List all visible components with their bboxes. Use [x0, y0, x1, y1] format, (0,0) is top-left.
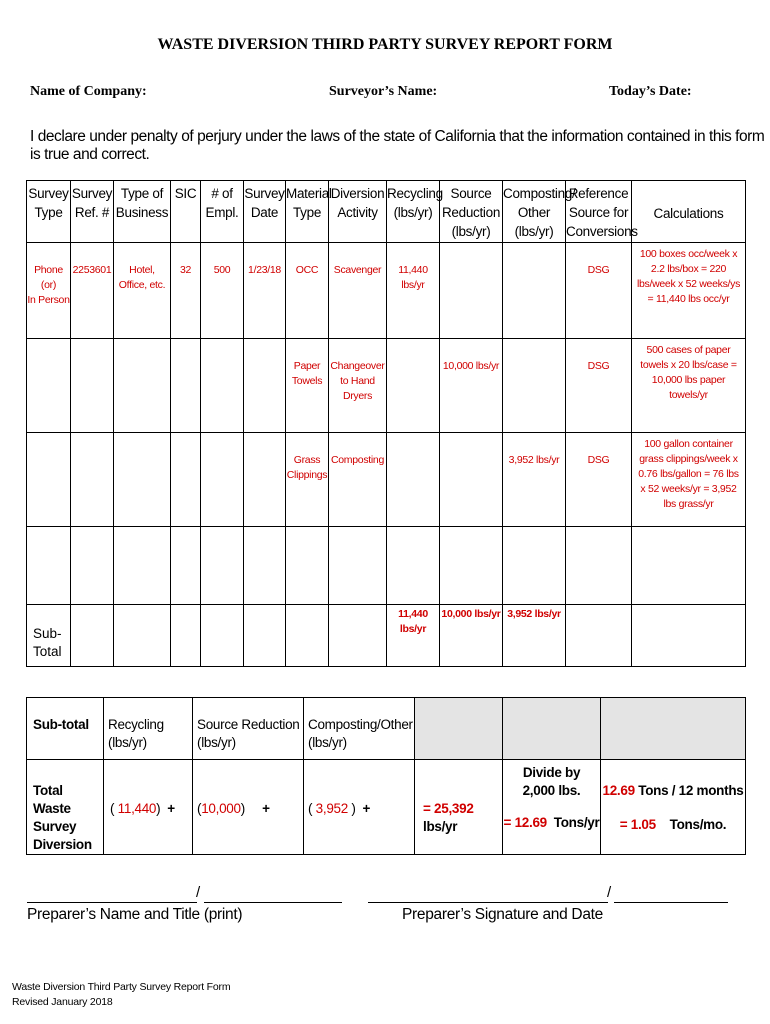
table-cell[interactable]: [27, 527, 71, 605]
table-cell[interactable]: [387, 527, 440, 605]
monthly-value: 1.05: [630, 817, 656, 832]
table-cell[interactable]: [27, 433, 71, 527]
table-cell[interactable]: [387, 339, 440, 433]
column-header: Composting/ Other (lbs/yr): [503, 181, 566, 243]
column-header: Survey Date: [244, 181, 286, 243]
table-cell[interactable]: 500 cases of paper towels x 20 lbs/case = 10,000 lbs paper towels/yr: [632, 339, 746, 433]
table-cell: [329, 605, 387, 667]
gray-cell: [601, 698, 746, 760]
table-cell[interactable]: Scavenger: [329, 243, 387, 339]
table-cell[interactable]: [171, 339, 201, 433]
recycling-total-cell: ( 11,440) +: [104, 760, 193, 855]
slash-divider: /: [607, 884, 612, 901]
grand-total-unit: lbs/yr: [423, 819, 458, 834]
table-cell[interactable]: Hotel, Office, etc.: [114, 243, 171, 339]
table-row: [27, 243, 746, 339]
table-cell[interactable]: Changeover to Hand Dryers: [329, 339, 387, 433]
table-cell[interactable]: 100 gallon container grass clippings/week x 0.76 lbs/gallon = 76 lbs x 52 weeks/yr = 3,952 lbs grass/yr: [632, 433, 746, 527]
table-cell[interactable]: [503, 243, 566, 339]
table-cell[interactable]: 10,000 lbs/yr: [440, 339, 503, 433]
table-cell: [566, 605, 632, 667]
composting-total-cell: ( 3,952 ) +: [304, 760, 415, 855]
table-cell: [114, 605, 171, 667]
table-cell[interactable]: [566, 527, 632, 605]
table-cell[interactable]: [440, 433, 503, 527]
subtotal-recycling: 11,440 lbs/yr: [387, 605, 440, 667]
declaration-text: I declare under penalty of perjury under the laws of the state of California that the information contained in this form is true and correct.: [30, 128, 765, 163]
table-cell[interactable]: [440, 243, 503, 339]
subtotal-label: Sub- Total: [27, 605, 71, 667]
table-cell[interactable]: Grass Clippings: [286, 433, 329, 527]
gray-cell: [415, 698, 503, 760]
grand-total-value: 25,392: [434, 801, 474, 816]
composting-total-value: 3,952: [315, 801, 348, 816]
table-cell[interactable]: [71, 527, 114, 605]
summary-subtotal-label: Sub-total: [27, 698, 104, 760]
grand-total-prefix: =: [423, 801, 435, 816]
table-cell[interactable]: [71, 339, 114, 433]
table-cell: [171, 605, 201, 667]
tons-per-year-value: 12.69: [514, 815, 547, 830]
table-cell: [244, 605, 286, 667]
table-cell: [71, 605, 114, 667]
table-cell[interactable]: [171, 527, 201, 605]
table-cell[interactable]: [286, 527, 329, 605]
source-reduction-header: Source Reduction (lbs/yr): [193, 698, 304, 760]
months-value: 12.69: [602, 783, 635, 798]
subtotal-source-reduction: 10,000 lbs/yr: [440, 605, 503, 667]
table-cell[interactable]: [201, 527, 244, 605]
table-cell[interactable]: 3,952 lbs/yr: [503, 433, 566, 527]
company-name-label: Name of Company:: [30, 84, 147, 99]
source-total-cell: (10,000) +: [193, 760, 304, 855]
table-cell[interactable]: [114, 339, 171, 433]
column-header: Material Type: [286, 181, 329, 243]
table-cell[interactable]: [440, 527, 503, 605]
table-cell[interactable]: Composting: [329, 433, 387, 527]
subtotal-row: [27, 605, 746, 667]
tons-prefix: =: [503, 815, 515, 830]
grand-total-cell: [415, 760, 503, 855]
monthly-cell: [601, 760, 746, 855]
table-cell[interactable]: Phone (or) In Person: [27, 243, 71, 339]
tons-per-year-unit: Tons/yr: [553, 815, 600, 830]
column-header: Source Reduction (lbs/yr): [440, 181, 503, 243]
table-cell[interactable]: 32: [171, 243, 201, 339]
preparer-signature-line[interactable]: [368, 902, 608, 903]
footer-revision: Revised January 2018: [12, 996, 113, 1008]
monthly-unit: Tons/mo.: [669, 817, 727, 832]
table-cell[interactable]: [114, 527, 171, 605]
survey-table: [26, 180, 746, 667]
preparer-name-line[interactable]: [27, 902, 197, 903]
column-header: # of Empl.: [201, 181, 244, 243]
divide-label: Divide by 2,000 lbs.: [522, 765, 581, 798]
preparer-signature-label: Preparer’s Signature and Date: [402, 906, 603, 923]
footer-form-name: Waste Diversion Third Party Survey Report Form: [12, 981, 231, 993]
table-cell[interactable]: [387, 433, 440, 527]
divide-cell: [503, 760, 601, 855]
total-diversion-label: Total Waste Survey Diversion: [27, 760, 104, 855]
subtotal-composting: 3,952 lbs/yr: [503, 605, 566, 667]
column-header: Type of Business: [114, 181, 171, 243]
table-cell[interactable]: DSG: [566, 243, 632, 339]
column-header: Diversion Activity: [329, 181, 387, 243]
table-cell[interactable]: [171, 433, 201, 527]
table-cell: [632, 605, 746, 667]
table-cell[interactable]: DSG: [566, 433, 632, 527]
table-cell[interactable]: OCC: [286, 243, 329, 339]
table-row: [27, 527, 746, 605]
table-cell[interactable]: 11,440 lbs/yr: [387, 243, 440, 339]
column-header: Survey Type: [27, 181, 71, 243]
preparer-name-label: Preparer’s Name and Title (print): [27, 906, 243, 923]
recycling-total-value: 11,440: [117, 801, 157, 816]
table-cell[interactable]: [632, 527, 746, 605]
table-cell[interactable]: [244, 527, 286, 605]
table-header-row: [27, 181, 746, 243]
surveyor-name-label: Surveyor’s Name:: [329, 84, 438, 99]
column-header: Calculations: [632, 181, 746, 243]
table-cell[interactable]: [201, 339, 244, 433]
slash-divider: /: [196, 884, 201, 901]
table-cell[interactable]: [503, 527, 566, 605]
table-cell[interactable]: [503, 339, 566, 433]
column-header: Reference Source for Conversions: [566, 181, 632, 243]
table-cell[interactable]: 1/23/18: [244, 243, 286, 339]
table-cell[interactable]: [114, 433, 171, 527]
signature-date-line[interactable]: [614, 902, 728, 903]
summary-table: [26, 697, 746, 855]
todays-date-label: Today’s Date:: [609, 84, 692, 99]
table-cell[interactable]: [201, 433, 244, 527]
column-header: Recycling (lbs/yr): [387, 181, 440, 243]
recycling-header: Recycling (lbs/yr): [104, 698, 193, 760]
gray-cell: [503, 698, 601, 760]
source-total-value: 10,000: [201, 801, 241, 816]
table-cell: [286, 605, 329, 667]
table-cell: [201, 605, 244, 667]
column-header: Survey Ref. #: [71, 181, 114, 243]
column-header: SIC: [171, 181, 201, 243]
table-cell[interactable]: 2253601: [71, 243, 114, 339]
table-cell[interactable]: [329, 527, 387, 605]
monthly-prefix: =: [619, 817, 631, 832]
table-cell[interactable]: [244, 433, 286, 527]
composting-header: Composting/Other (lbs/yr): [304, 698, 415, 760]
table-cell[interactable]: [27, 339, 71, 433]
table-cell[interactable]: [244, 339, 286, 433]
form-title: WASTE DIVERSION THIRD PARTY SURVEY REPORT FORM: [157, 36, 613, 53]
table-row: [27, 433, 746, 527]
table-cell[interactable]: Paper Towels: [286, 339, 329, 433]
months-label: Tons / 12 months: [638, 783, 744, 798]
preparer-title-line[interactable]: [204, 902, 342, 903]
table-cell[interactable]: 500: [201, 243, 244, 339]
table-cell[interactable]: 100 boxes occ/week x 2.2 lbs/box = 220 lbs/week x 52 weeks/ys = 11,440 lbs occ/yr: [632, 243, 746, 339]
table-cell[interactable]: [71, 433, 114, 527]
table-row: [27, 339, 746, 433]
table-cell[interactable]: DSG: [566, 339, 632, 433]
